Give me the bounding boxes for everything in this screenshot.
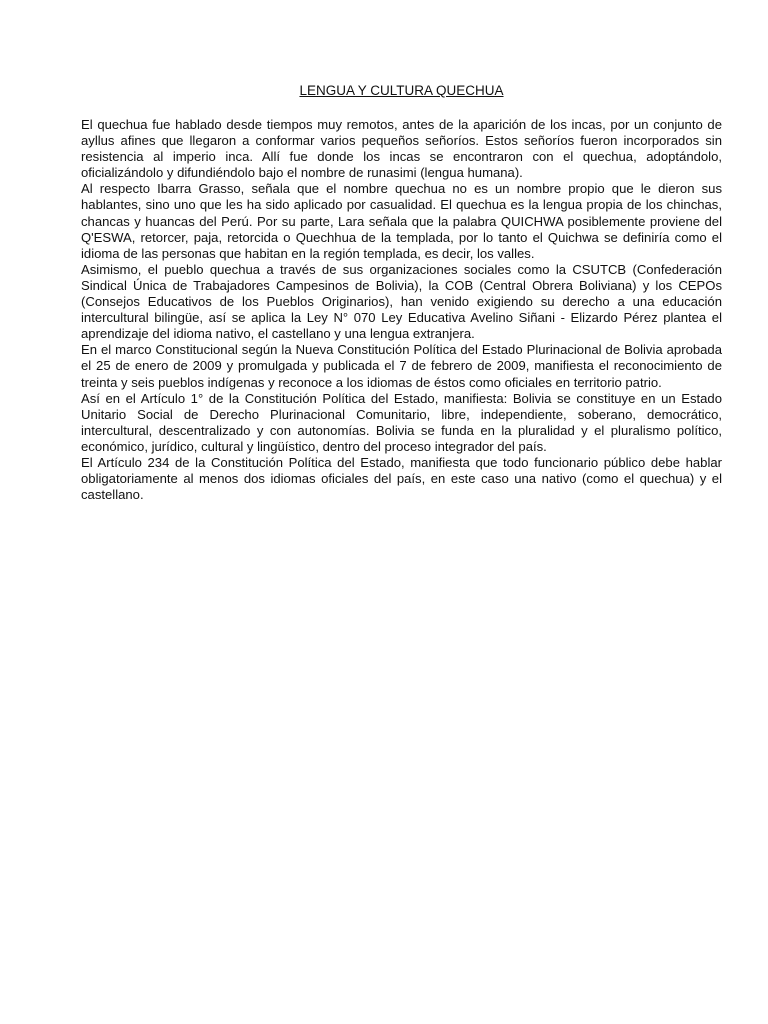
paragraph-article-234: El Artículo 234 de la Constitución Política del Estado, manifiesta que todo funcionario público debe hablar obligatoriamente al menos dos idiomas oficiales del país, en este caso una nativo (como el quechua) y el castellano. [81,454,722,503]
paragraph-organizations: Asimismo, el pueblo quechua a través de sus organizaciones sociales como la CSUTCB (Confederación Sindical Única de Trabajadores Campesinos de Bolivia), la COB (Central Obrera Boliviana) y los CEPOs (Consejos Educativos de los Pueblos Originarios), han venido exigiendo su derecho a una educación intercultural bilingüe, así se aplica la Ley N° 070 Ley Educativa Avelino Siñani - Elizardo Pérez plantea el aprendizaje del idioma nativo, el castellano y una lengua extranjera. [81,261,722,342]
page-title: LENGUA Y CULTURA QUECHUA [299,83,504,98]
paragraph-article-1: Así en el Artículo 1° de la Constitución Política del Estado, manifiesta: Bolivia se constituye en un Estado Unitario Social de Derecho Plurinacional Comunitario, libre, independiente, soberano, democrático, intercultural, descentralizado y con autonomías. Bolivia se funda en la pluralidad y el pluralismo político, económico, jurídico, cultural y lingüístico, dentro del proceso integrador del país. [81,390,722,454]
paragraph-etymology: Al respecto Ibarra Grasso, señala que el nombre quechua no es un nombre propio que le dieron sus hablantes, sino uno que les ha sido aplicado por casualidad. El quechua es la lengua propia de los chinchas, chancas y huancas del Perú. Por su parte, Lara señala que la palabra QUICHWA posiblemente proviene del Q'ESWA, retorcer, paja, retorcida o Quechhua de la templada, por lo tanto el Quichwa se definiría como el idioma de las personas que habitan en la región templada, es decir, los valles. [81,181,722,261]
paragraph-origins: El quechua fue hablado desde tiempos muy remotos, antes de la aparición de los incas, por un conjunto de ayllus afines que llegaron a conformar varios pequeños señoríos. Estos señoríos fueron incorporados sin resistencia al imperio inca. Allí fue donde los incas se encontraron con el quechua, adoptándolo, oficializándolo y difundiéndolo bajo el nombre de runasimi (lengua humana). [81,117,722,181]
document-body [81,82,722,503]
paragraph-constitution: En el marco Constitucional según la Nueva Constitución Política del Estado Plurinacional de Bolivia aprobada el 25 de enero de 2009 y promulgada y publicada el 7 de febrero de 2009, manifiesta el reconocimiento de treinta y seis pueblos indígenas y reconoce a los idiomas de éstos como oficiales en territorio patrio. [81,342,722,390]
